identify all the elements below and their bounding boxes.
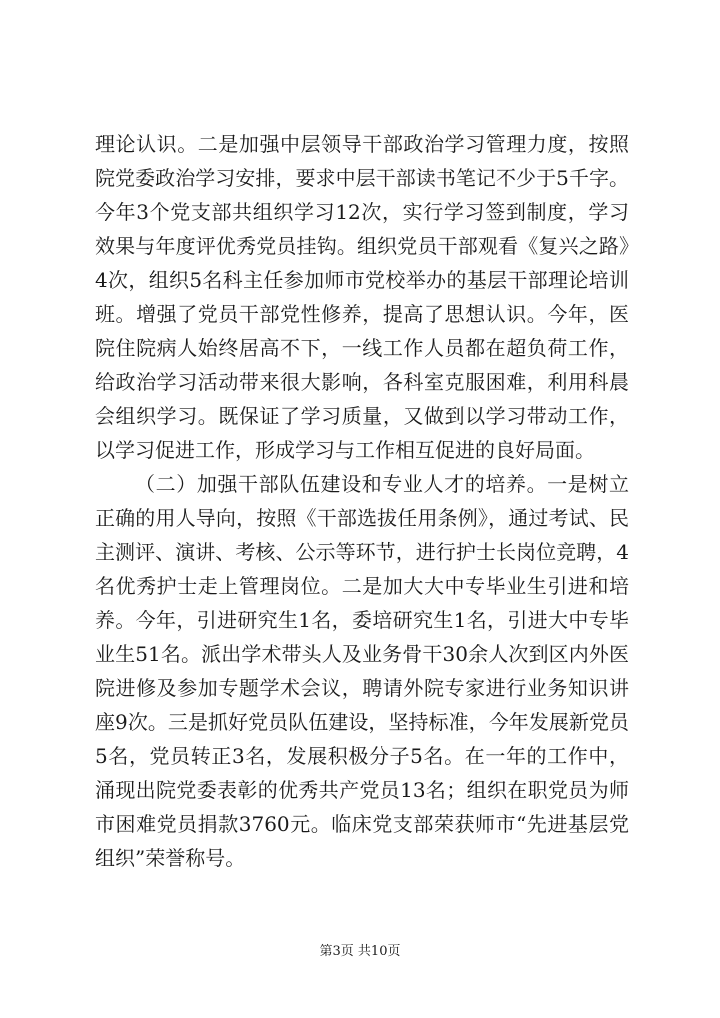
paragraph-theory-study: 理论认识。二是加强中层领导干部政治学习管理力度，按照院党委政治学习安排，要求中层干部读书笔记不少于5千字。今年3个党支部共组织学习12次，实行学习签到制度，学习效果与年度评优秀党员挂钩。组织党员干部观看《复兴之路》4次，组织5名科主任参加师市党校举办的基层干部理论培训班。增强了党员干部党性修养，提高了思想认识。今年，医院住院病人始终居高不下，一线工作人员都在超负荷工作，给政治学习活动带来很大影响，各科室克服困难，利用科晨会组织学习。既保证了学习质量，又做到以学习带动工作，以学习促进工作，形成学习与工作相互促进的良好局面。 — [95, 132, 629, 462]
page-footer: 第3页 共10页 — [319, 944, 401, 959]
paragraph-cadre-building: （二）加强干部队伍建设和专业人才的培养。一是树立正确的用人导向，按照《干部选拔任用条例》，通过考试、民主测评、演讲、考核、公示等环节，进行护士长岗位竞聘，4名优秀护士走上管理岗位。二是加大大中专毕业生引进和培养。今年，引进研究生1名，委培研究生1名，引进大中专毕业生51名。派出学术带头人及业务骨干30余人次到区内外医院进修及参加专题学术会议，聘请外院专家进行业务知识讲座9次。三是抓好党员队伍建设，坚持标准，今年发展新党员5名，党员转正3名，发展积极分子5名。在一年的工作中，涌现出院党委表彰的优秀共产党员13名；组织在职党员为师市困难党员捐款3760元。临床党支部荣获师市“先进基层党组织”荣誉称号。 — [95, 472, 629, 870]
document-body — [95, 127, 629, 875]
